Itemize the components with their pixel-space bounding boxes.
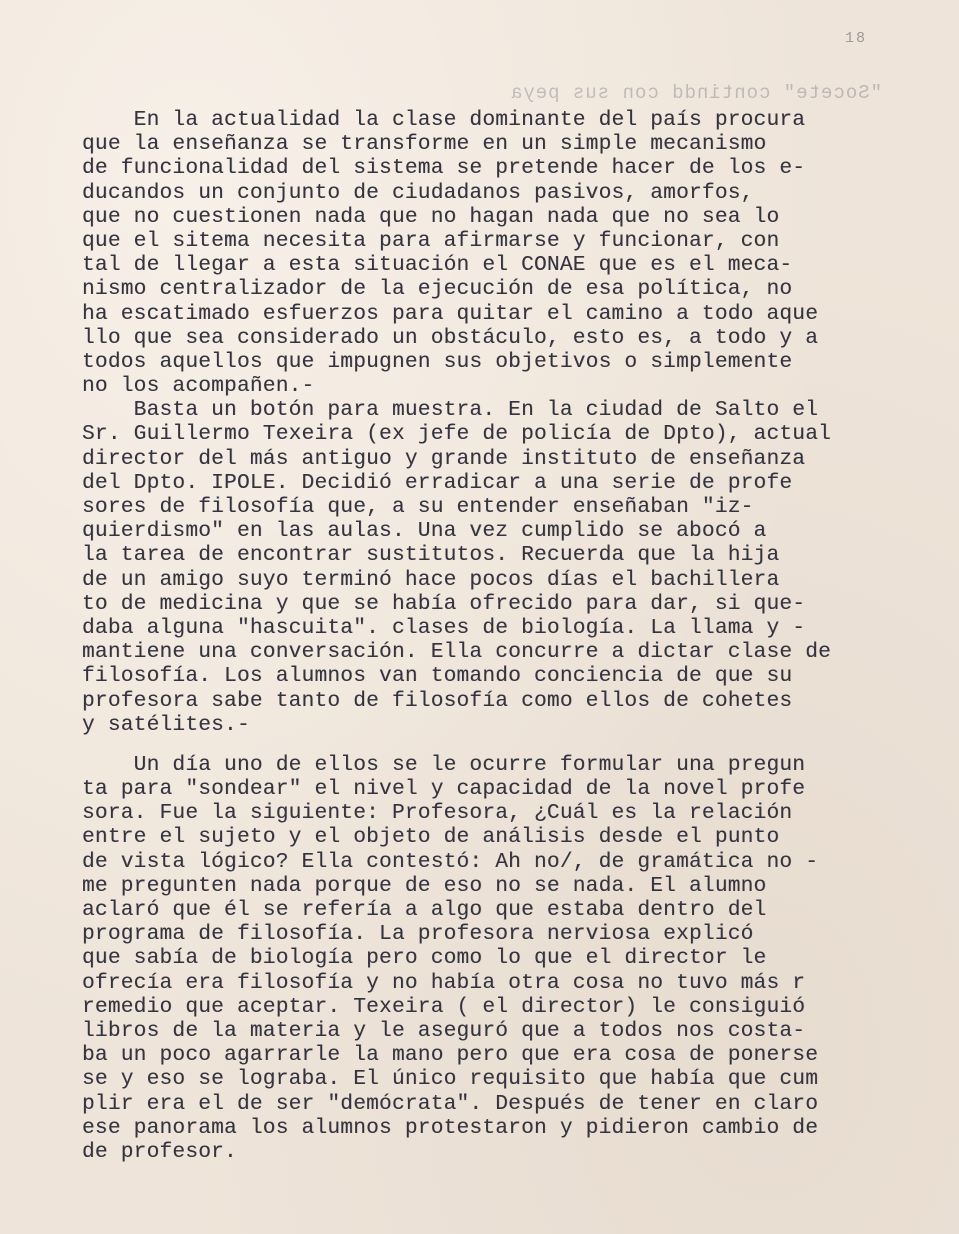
text-line: se y eso se lograba. El único requisito que había que cum (82, 1067, 819, 1092)
text-line: no los acompañen.- (82, 374, 315, 399)
text-line: plir era el de ser "demócrata". Después de tener en claro (82, 1091, 819, 1116)
text-line: de profesor. (82, 1139, 237, 1164)
text-line: nismo centralizador de la ejecución de esa política, no (82, 277, 793, 302)
text-line: ofrecía era filosofía y no había otra cosa no tuvo más r (82, 970, 806, 995)
text-line: ducandos un conjunto de ciudadanos pasivos, amorfos, (82, 180, 754, 205)
paragraph-gap (82, 737, 882, 753)
text-line: ese panorama los alumnos protestaron y pidieron cambio de (82, 1115, 819, 1140)
text-line: que la enseñanza se transforme en un simple mecanismo (82, 132, 767, 157)
text-line: libros de la materia y le aseguró que a todos nos costa- (82, 1018, 806, 1043)
text-line: ha escatimado esfuerzos para quitar el camino a todo aque (82, 301, 819, 326)
paragraph-2 (82, 398, 882, 737)
page-number: 18 (844, 30, 867, 47)
text-line: Un día uno de ellos se le ocurre formular una pregun (82, 752, 806, 777)
text-line: entre el sujeto y el objeto de análisis desde el punto (82, 825, 780, 850)
text-line: que sabía de biología pero como lo que el director le (82, 946, 767, 971)
bleed-through-text: "Socete" contindd con sus peya (509, 82, 882, 104)
text-line: profesora sabe tanto de filosofía como ellos de cohetes (82, 688, 793, 713)
text-line: aclaró que él se refería a algo que estaba dentro del (82, 898, 767, 922)
text-line: de un amigo suyo terminó hace pocos días el bachillera (82, 567, 780, 592)
text-line: de vista lógico? Ella contestó: Ah no/, de gramática no - (82, 849, 819, 874)
text-line: daba alguna "hascuita". clases de biología. La llama y - (82, 615, 806, 640)
text-line: En la actualidad la clase dominante del país procura (82, 108, 806, 132)
text-line: to de medicina y que se había ofrecido para dar, si que- (82, 591, 806, 616)
text-line: sora. Fue la siguiente: Profesora, ¿Cuál es la relación (82, 801, 793, 826)
body-text (82, 108, 882, 1164)
text-line: que no cuestionen nada que no hagan nada que no sea lo (82, 204, 780, 229)
text-line: todos aquellos que impugnen sus objetivos o simplemente (82, 349, 793, 374)
text-line: la tarea de encontrar sustitutos. Recuerda que la hija (82, 543, 780, 568)
text-line: llo que sea considerado un obstáculo, esto es, a todo y a (82, 325, 819, 350)
text-line: Sr. Guillermo Texeira (ex jefe de policía de Dpto), actual (82, 422, 832, 447)
text-line: quierdismo" en las aulas. Una vez cumplido se abocó a (82, 519, 767, 544)
text-line: me pregunten nada porque de eso no se nada. El alumno (82, 873, 767, 898)
text-line: remedio que aceptar. Texeira ( el director) le consiguió (82, 994, 806, 1019)
text-line: de funcionalidad del sistema se pretende hacer de los e- (82, 156, 806, 181)
paragraph-1 (82, 108, 882, 398)
text-line: del Dpto. IPOLE. Decidió erradicar a una serie de profe (82, 470, 793, 495)
text-line: mantiene una conversación. Ella concurre a dictar clase de (82, 640, 832, 665)
text-line: Basta un botón para muestra. En la ciudad de Salto el (82, 398, 819, 423)
text-line: director del más antiguo y grande instituto de enseñanza (82, 446, 806, 471)
text-line: filosofía. Los alumnos van tomando conciencia de que su (82, 664, 793, 689)
text-line: ba un poco agarrarle la mano pero que era cosa de ponerse (82, 1043, 819, 1068)
text-line: ta para "sondear" el nivel y capacidad de la novel profe (82, 777, 806, 802)
text-line: y satélites.- (82, 712, 250, 737)
text-line: programa de filosofía. La profesora nerviosa explicó (82, 922, 754, 947)
paragraph-3 (82, 753, 882, 1164)
text-line: tal de llegar a esta situación el CONAE que es el meca- (82, 253, 793, 278)
text-line: que el sitema necesita para afirmarse y funcionar, con (82, 228, 780, 253)
text-line: sores de filosofía que, a su entender enseñaban "iz- (82, 495, 754, 519)
